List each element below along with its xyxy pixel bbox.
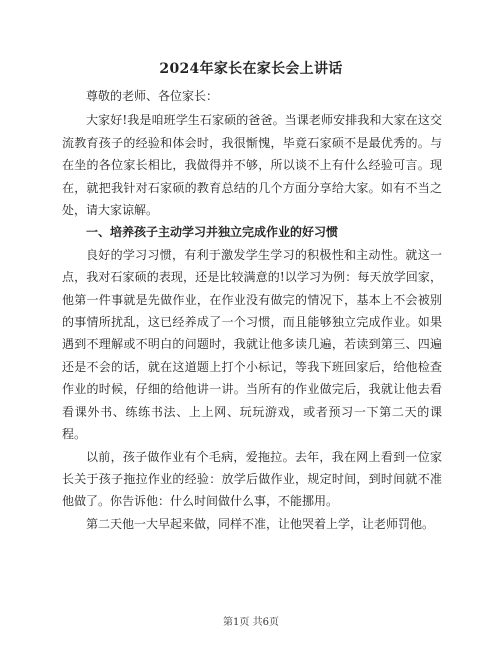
page-indicator: 第1页 共6页 [223, 617, 279, 628]
paragraph-procrastination: 以前，孩子做作业有个毛病，爱拖拉。去年，我在网上看到一位家长关于孩子拖拉作业的经验：放学后做作业，规定时间，到时间就不准他做了。你告诉他：什么时间做什么事，不能挪用。 [62, 449, 442, 509]
paragraph-intro: 大家好!我是咱班学生石家硕的爸爸。当课老师安排我和大家在这交流教育孩子的经验和体会时，我很惭愧，毕竟石家硕不是最优秀的。与在坐的各位家长相比，我做得并不够，所以谈不上有什么经验可言。现在，就把我针对石家硕的教育总结的几个方面分享给大家。如有不当之处，请大家谅解。 [62, 113, 442, 218]
document-body [62, 85, 442, 535]
paragraph-next-day: 第二天他一大早起来做，同样不准，让他哭着上学，让老师罚他。 [86, 516, 435, 531]
document-title: 2024年家长在家长会上讲话 [159, 61, 343, 77]
section-heading-1: 一、培养孩子主动学习并独立完成作业的好习惯 [86, 225, 339, 240]
paragraph-habits: 良好的学习习惯，有利于激发学生学习的积极性和主动性。就这一点，我对石家硕的表现，还是比较满意的!以学习为例：每天放学回家，他第一件事就是先做作业，在作业没有做完的情况下，基本上不会被别的事情所扰乱，这已经养成了一个习惯，而且能够独立完成作业。如果遇到不理解或不明白的问题时，我就让他多读几遍，若读到第三、四遍还是不会的话，就在这道题上打个小标记，等我下班回家后，给他检查作业的时候，仔细的给他讲一讲。当所有的作业做完后，我就让他去看看课外书、练练书法、上上网、玩玩游戏，或者预习一下第二天的课程。 [62, 247, 442, 442]
salutation: 尊敬的老师、各位家长： [86, 89, 219, 103]
